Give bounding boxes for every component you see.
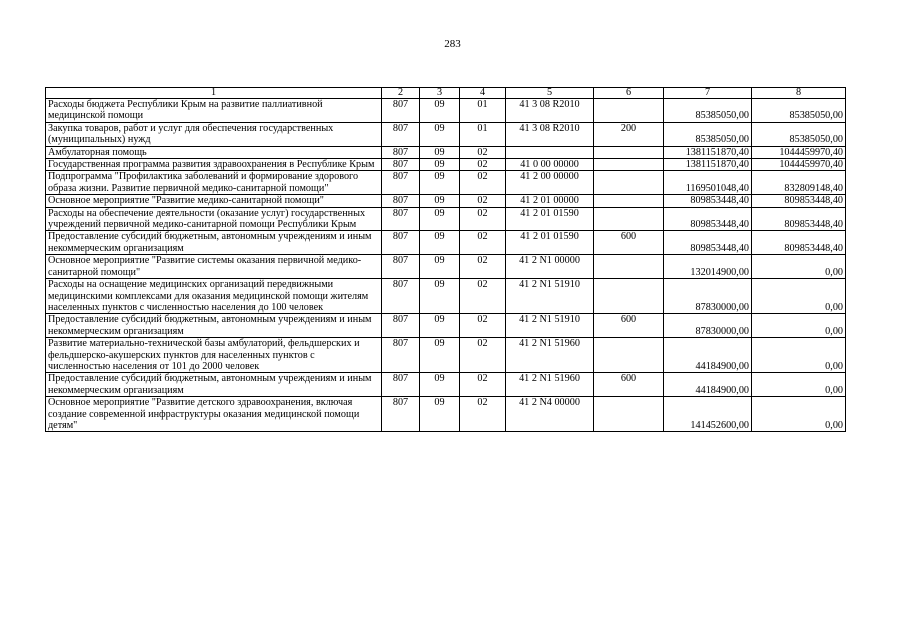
cell-target-article: 41 2 01 00000 bbox=[506, 195, 594, 207]
cell-section: 09 bbox=[420, 99, 460, 123]
cell-expense-type bbox=[594, 195, 664, 207]
cell-ministry: 807 bbox=[382, 338, 420, 373]
cell-expense-type bbox=[594, 397, 664, 432]
cell-subsection: 02 bbox=[460, 314, 506, 338]
cell-target-article: 41 2 N1 00000 bbox=[506, 255, 594, 279]
table-row bbox=[46, 279, 846, 314]
column-header: 2 bbox=[382, 88, 420, 99]
cell-ministry: 807 bbox=[382, 279, 420, 314]
table-row bbox=[46, 159, 846, 171]
cell-name: Расходы на оснащение медицинских организаций передвижными медицинскими комплексами для оказания медицинской помощи жителям населенных пунктов с численностью населения до 100 человек bbox=[46, 279, 382, 314]
cell-amount-year-2: 0,00 bbox=[752, 314, 846, 338]
cell-subsection: 02 bbox=[460, 195, 506, 207]
cell-expense-type bbox=[594, 171, 664, 195]
cell-expense-type: 200 bbox=[594, 122, 664, 146]
cell-amount-year-1: 1381151870,40 bbox=[664, 159, 752, 171]
cell-target-article: 41 2 00 00000 bbox=[506, 171, 594, 195]
cell-expense-type: 600 bbox=[594, 373, 664, 397]
column-header: 1 bbox=[46, 88, 382, 99]
cell-name: Предоставление субсидий бюджетным, автономным учреждениям и иным некоммерческим организациям bbox=[46, 314, 382, 338]
cell-name: Основное мероприятие "Развитие системы оказания первичной медико-санитарной помощи" bbox=[46, 255, 382, 279]
cell-amount-year-2: 0,00 bbox=[752, 397, 846, 432]
cell-subsection: 02 bbox=[460, 373, 506, 397]
cell-section: 09 bbox=[420, 171, 460, 195]
cell-section: 09 bbox=[420, 314, 460, 338]
table-row bbox=[46, 314, 846, 338]
cell-name: Амбулаторная помощь bbox=[46, 146, 382, 158]
cell-ministry: 807 bbox=[382, 255, 420, 279]
cell-amount-year-2: 1044459970,40 bbox=[752, 146, 846, 158]
cell-target-article: 41 2 N1 51960 bbox=[506, 373, 594, 397]
page-number: 283 bbox=[444, 38, 461, 50]
cell-name: Расходы на обеспечение деятельности (оказание услуг) государственных учреждений первичной медико-санитарной помощи Республики Крым bbox=[46, 207, 382, 231]
cell-amount-year-2: 1044459970,40 bbox=[752, 159, 846, 171]
cell-ministry: 807 bbox=[382, 171, 420, 195]
cell-ministry: 807 bbox=[382, 314, 420, 338]
cell-amount-year-2: 832809148,40 bbox=[752, 171, 846, 195]
cell-name: Развитие материально-технической базы амбулаторий, фельдшерских и фельдшерско-акушерских пунктов для населенных пунктов с численностью населения от 101 до 2000 человек bbox=[46, 338, 382, 373]
cell-name: Подпрограмма "Профилактика заболеваний и формирование здорового образа жизни. Развитие первичной медико-санитарной помощи" bbox=[46, 171, 382, 195]
cell-amount-year-1: 44184900,00 bbox=[664, 373, 752, 397]
cell-target-article bbox=[506, 146, 594, 158]
cell-amount-year-1: 85385050,00 bbox=[664, 99, 752, 123]
cell-expense-type bbox=[594, 279, 664, 314]
cell-ministry: 807 bbox=[382, 397, 420, 432]
cell-section: 09 bbox=[420, 195, 460, 207]
cell-section: 09 bbox=[420, 231, 460, 255]
cell-amount-year-2: 0,00 bbox=[752, 255, 846, 279]
cell-expense-type bbox=[594, 207, 664, 231]
cell-amount-year-1: 44184900,00 bbox=[664, 338, 752, 373]
cell-section: 09 bbox=[420, 397, 460, 432]
cell-ministry: 807 bbox=[382, 159, 420, 171]
cell-name: Государственная программа развития здравоохранения в Республике Крым bbox=[46, 159, 382, 171]
cell-target-article: 41 3 08 R2010 bbox=[506, 99, 594, 123]
cell-amount-year-1: 85385050,00 bbox=[664, 122, 752, 146]
cell-section: 09 bbox=[420, 338, 460, 373]
table-row bbox=[46, 207, 846, 231]
table-row bbox=[46, 231, 846, 255]
column-header: 6 bbox=[594, 88, 664, 99]
cell-name: Основное мероприятие "Развитие медико-санитарной помощи" bbox=[46, 195, 382, 207]
cell-target-article: 41 0 00 00000 bbox=[506, 159, 594, 171]
cell-target-article: 41 2 01 01590 bbox=[506, 207, 594, 231]
table-row bbox=[46, 99, 846, 123]
cell-amount-year-2: 85385050,00 bbox=[752, 122, 846, 146]
cell-amount-year-1: 809853448,40 bbox=[664, 195, 752, 207]
cell-section: 09 bbox=[420, 373, 460, 397]
table-row bbox=[46, 373, 846, 397]
cell-subsection: 02 bbox=[460, 338, 506, 373]
cell-ministry: 807 bbox=[382, 207, 420, 231]
cell-ministry: 807 bbox=[382, 373, 420, 397]
cell-section: 09 bbox=[420, 146, 460, 158]
cell-target-article: 41 2 01 01590 bbox=[506, 231, 594, 255]
cell-name: Основное мероприятие "Развитие детского здравоохранения, включая создание современной инфраструктуры оказания медицинской помощи детям" bbox=[46, 397, 382, 432]
cell-amount-year-2: 0,00 bbox=[752, 373, 846, 397]
cell-subsection: 02 bbox=[460, 255, 506, 279]
cell-target-article: 41 2 N4 00000 bbox=[506, 397, 594, 432]
column-header: 3 bbox=[420, 88, 460, 99]
cell-amount-year-1: 1381151870,40 bbox=[664, 146, 752, 158]
cell-subsection: 01 bbox=[460, 99, 506, 123]
table-row bbox=[46, 338, 846, 373]
cell-name: Расходы бюджета Республики Крым на развитие паллиативной медицинской помощи bbox=[46, 99, 382, 123]
cell-amount-year-1: 809853448,40 bbox=[664, 207, 752, 231]
cell-subsection: 02 bbox=[460, 171, 506, 195]
cell-amount-year-2: 809853448,40 bbox=[752, 231, 846, 255]
cell-ministry: 807 bbox=[382, 195, 420, 207]
cell-expense-type bbox=[594, 99, 664, 123]
cell-target-article: 41 2 N1 51910 bbox=[506, 279, 594, 314]
cell-ministry: 807 bbox=[382, 122, 420, 146]
cell-amount-year-2: 809853448,40 bbox=[752, 195, 846, 207]
cell-expense-type bbox=[594, 338, 664, 373]
cell-target-article: 41 2 N1 51910 bbox=[506, 314, 594, 338]
table-header-row bbox=[46, 88, 846, 99]
table-row bbox=[46, 146, 846, 158]
cell-subsection: 02 bbox=[460, 159, 506, 171]
table-row bbox=[46, 171, 846, 195]
cell-section: 09 bbox=[420, 279, 460, 314]
cell-subsection: 02 bbox=[460, 279, 506, 314]
cell-target-article: 41 3 08 R2010 bbox=[506, 122, 594, 146]
cell-amount-year-2: 0,00 bbox=[752, 279, 846, 314]
cell-name: Закупка товаров, работ и услуг для обеспечения государственных (муниципальных) нужд bbox=[46, 122, 382, 146]
cell-target-article: 41 2 N1 51960 bbox=[506, 338, 594, 373]
cell-amount-year-1: 87830000,00 bbox=[664, 279, 752, 314]
cell-expense-type bbox=[594, 159, 664, 171]
cell-subsection: 01 bbox=[460, 122, 506, 146]
cell-expense-type: 600 bbox=[594, 314, 664, 338]
cell-section: 09 bbox=[420, 122, 460, 146]
table-row bbox=[46, 397, 846, 432]
cell-subsection: 02 bbox=[460, 231, 506, 255]
cell-expense-type: 600 bbox=[594, 231, 664, 255]
column-header: 7 bbox=[664, 88, 752, 99]
cell-name: Предоставление субсидий бюджетным, автономным учреждениям и иным некоммерческим организациям bbox=[46, 373, 382, 397]
table-row bbox=[46, 195, 846, 207]
cell-amount-year-2: 809853448,40 bbox=[752, 207, 846, 231]
cell-section: 09 bbox=[420, 255, 460, 279]
column-header: 8 bbox=[752, 88, 846, 99]
cell-subsection: 02 bbox=[460, 207, 506, 231]
column-header: 5 bbox=[506, 88, 594, 99]
cell-amount-year-1: 87830000,00 bbox=[664, 314, 752, 338]
cell-ministry: 807 bbox=[382, 231, 420, 255]
column-header: 4 bbox=[460, 88, 506, 99]
cell-amount-year-1: 141452600,00 bbox=[664, 397, 752, 432]
cell-subsection: 02 bbox=[460, 397, 506, 432]
cell-amount-year-1: 132014900,00 bbox=[664, 255, 752, 279]
cell-subsection: 02 bbox=[460, 146, 506, 158]
cell-amount-year-2: 85385050,00 bbox=[752, 99, 846, 123]
cell-section: 09 bbox=[420, 159, 460, 171]
cell-amount-year-1: 1169501048,40 bbox=[664, 171, 752, 195]
cell-expense-type bbox=[594, 146, 664, 158]
table-row bbox=[46, 255, 846, 279]
cell-amount-year-1: 809853448,40 bbox=[664, 231, 752, 255]
cell-name: Предоставление субсидий бюджетным, автономным учреждениям и иным некоммерческим организациям bbox=[46, 231, 382, 255]
cell-ministry: 807 bbox=[382, 146, 420, 158]
cell-ministry: 807 bbox=[382, 99, 420, 123]
budget-table bbox=[45, 87, 846, 432]
cell-amount-year-2: 0,00 bbox=[752, 338, 846, 373]
cell-expense-type bbox=[594, 255, 664, 279]
table-row bbox=[46, 122, 846, 146]
cell-section: 09 bbox=[420, 207, 460, 231]
